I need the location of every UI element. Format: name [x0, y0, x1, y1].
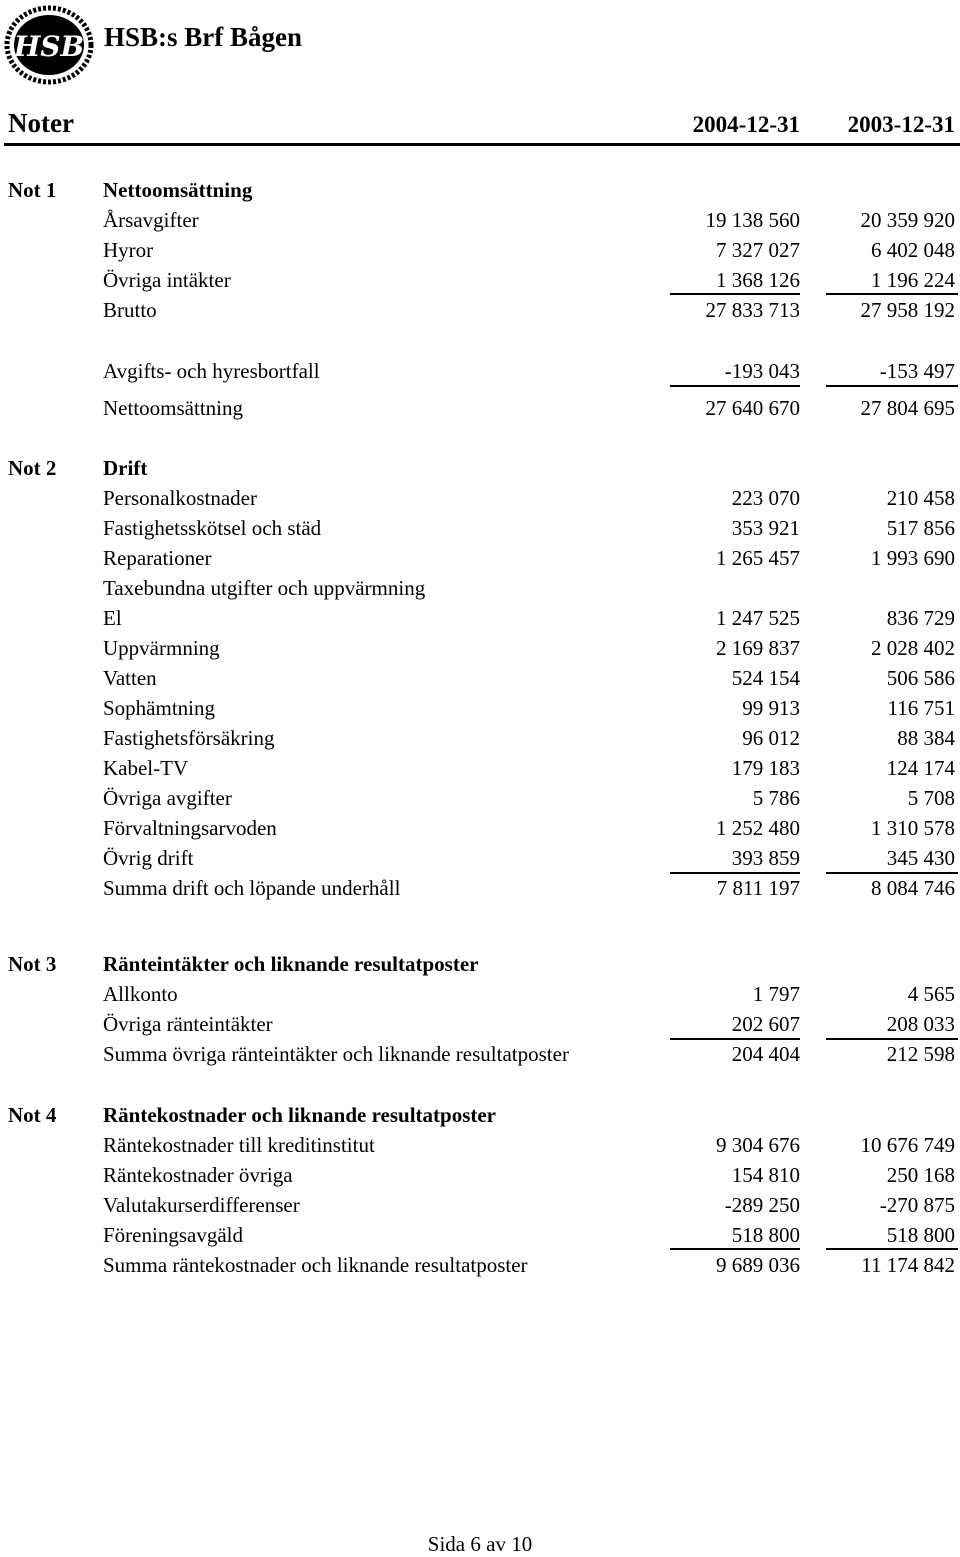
row-value-2003: 5 708 — [907, 786, 955, 810]
row-label: Summa drift och löpande underhåll — [103, 876, 401, 900]
row-value-2004: 202 607 — [731, 1012, 800, 1036]
column-header-2003: 2003-12-31 — [847, 112, 955, 137]
page-number: Sida 6 av 10 — [427, 1532, 533, 1556]
row-value-2003: 345 430 — [886, 846, 955, 870]
row-value-2003: 836 729 — [886, 606, 955, 630]
row-label: Övriga ränteintäkter — [103, 1012, 273, 1036]
note-title: Drift — [103, 456, 148, 480]
row-label: Reparationer — [103, 546, 212, 570]
row-label: Kabel-TV — [103, 756, 189, 780]
row-label: Övriga avgifter — [103, 786, 232, 810]
subtotal-underline — [670, 385, 800, 387]
row-value-2004: 27 640 670 — [705, 396, 800, 420]
note-number: Not 1 — [8, 178, 57, 202]
row-value-2003: 1 196 224 — [871, 268, 955, 292]
row-label: Vatten — [103, 666, 157, 690]
row-value-2004: 223 070 — [731, 486, 800, 510]
row-value-2004: 353 921 — [731, 516, 800, 540]
row-label: Uppvärmning — [103, 636, 220, 660]
subtotal-underline — [670, 872, 800, 874]
row-value-2003: 250 168 — [886, 1163, 955, 1187]
subtotal-underline — [670, 1038, 800, 1040]
row-value-2004: 1 247 525 — [716, 606, 800, 630]
svg-text:HSB: HSB — [13, 30, 85, 63]
row-value-2003: 506 586 — [886, 666, 955, 690]
row-value-2003: 27 804 695 — [860, 396, 955, 420]
row-value-2003: 208 033 — [886, 1012, 955, 1036]
row-value-2004: 7 327 027 — [716, 238, 800, 262]
note-title: Ränteintäkter och liknande resultatposter — [103, 952, 479, 976]
row-value-2004: 2 169 837 — [716, 636, 800, 660]
row-value-2003: -153 497 — [879, 359, 955, 383]
row-value-2003: 20 359 920 — [860, 208, 955, 232]
row-value-2004: 179 183 — [731, 756, 800, 780]
note-title: Räntekostnader och liknande resultatposter — [103, 1103, 497, 1127]
organization-name: HSB:s Brf Bågen — [104, 22, 303, 52]
subtotal-underline — [826, 385, 958, 387]
row-value-2004: 9 689 036 — [716, 1253, 800, 1277]
row-value-2004: 27 833 713 — [705, 298, 800, 322]
row-value-2003: 212 598 — [886, 1042, 955, 1066]
row-label: Räntekostnader till kreditinstitut — [103, 1133, 375, 1157]
subtotal-underline — [670, 293, 800, 295]
subtotal-underline — [826, 293, 958, 295]
subtotal-underline — [670, 1248, 800, 1250]
row-value-2003: 6 402 048 — [871, 238, 955, 262]
row-value-2003: 1 310 578 — [871, 816, 955, 840]
subtotal-underline — [826, 1038, 958, 1040]
row-label: Allkonto — [103, 982, 178, 1006]
row-label: El — [103, 606, 122, 630]
row-value-2004: 204 404 — [731, 1042, 800, 1066]
row-label: Övrig drift — [103, 846, 194, 870]
note-number: Not 3 — [8, 952, 57, 976]
row-label: Räntekostnader övriga — [103, 1163, 293, 1187]
row-value-2003: 4 565 — [907, 982, 955, 1006]
header-divider — [4, 143, 960, 146]
row-value-2004: 154 810 — [731, 1163, 800, 1187]
row-label: Hyror — [103, 238, 154, 262]
row-value-2003: 517 856 — [886, 516, 955, 540]
row-value-2004: 7 811 197 — [716, 876, 800, 900]
row-value-2004: 518 800 — [731, 1223, 800, 1247]
row-value-2003: 210 458 — [886, 486, 955, 510]
row-value-2004: 524 154 — [731, 666, 800, 690]
row-label: Summa räntekostnader och liknande resultatposter — [103, 1253, 528, 1277]
row-label: Nettoomsättning — [103, 396, 243, 420]
row-label: Förvaltningsarvoden — [103, 816, 277, 840]
row-label: Personalkostnader — [103, 486, 257, 510]
row-value-2003: 518 800 — [886, 1223, 955, 1247]
row-label: Föreningsavgäld — [103, 1223, 243, 1247]
section-title: Noter — [8, 108, 74, 138]
row-value-2003: 1 993 690 — [871, 546, 955, 570]
row-value-2003: 116 751 — [887, 696, 955, 720]
subtotal-underline — [826, 872, 958, 874]
note-title: Nettoomsättning — [103, 178, 253, 202]
row-value-2004: 1 265 457 — [716, 546, 800, 570]
row-value-2003: 124 174 — [886, 756, 955, 780]
column-header-2004: 2004-12-31 — [692, 112, 800, 137]
row-value-2004: -289 250 — [724, 1193, 800, 1217]
row-value-2004: 96 012 — [742, 726, 800, 750]
row-value-2003: -270 875 — [879, 1193, 955, 1217]
row-value-2003: 27 958 192 — [860, 298, 955, 322]
row-label: Avgifts- och hyresbortfall — [103, 359, 320, 383]
hsb-logo — [4, 5, 94, 85]
row-label: Taxebundna utgifter och uppvärmning — [103, 576, 426, 600]
row-value-2004: 9 304 676 — [716, 1133, 800, 1157]
row-label: Fastighetsskötsel och städ — [103, 516, 322, 540]
row-label: Övriga intäkter — [103, 268, 231, 292]
row-label: Sophämtning — [103, 696, 216, 720]
subtotal-underline — [826, 1248, 958, 1250]
row-label: Årsavgifter — [103, 208, 199, 232]
note-number: Not 4 — [8, 1103, 57, 1127]
row-value-2003: 11 174 842 — [861, 1253, 955, 1277]
row-value-2004: -193 043 — [724, 359, 800, 383]
row-label: Fastighetsförsäkring — [103, 726, 275, 750]
row-label: Brutto — [103, 298, 157, 322]
row-value-2004: 99 913 — [742, 696, 800, 720]
row-value-2004: 393 859 — [731, 846, 800, 870]
row-value-2003: 88 384 — [897, 726, 955, 750]
row-label: Valutakurserdifferenser — [103, 1193, 300, 1217]
row-value-2004: 1 368 126 — [716, 268, 800, 292]
row-value-2004: 1 252 480 — [716, 816, 800, 840]
row-value-2003: 2 028 402 — [871, 636, 955, 660]
row-value-2003: 10 676 749 — [860, 1133, 955, 1157]
row-label: Summa övriga ränteintäkter och liknande resultatposter — [103, 1042, 569, 1066]
note-number: Not 2 — [8, 456, 57, 480]
row-value-2004: 19 138 560 — [705, 208, 800, 232]
row-value-2004: 1 797 — [752, 982, 800, 1006]
row-value-2003: 8 084 746 — [871, 876, 955, 900]
row-value-2004: 5 786 — [752, 786, 800, 810]
